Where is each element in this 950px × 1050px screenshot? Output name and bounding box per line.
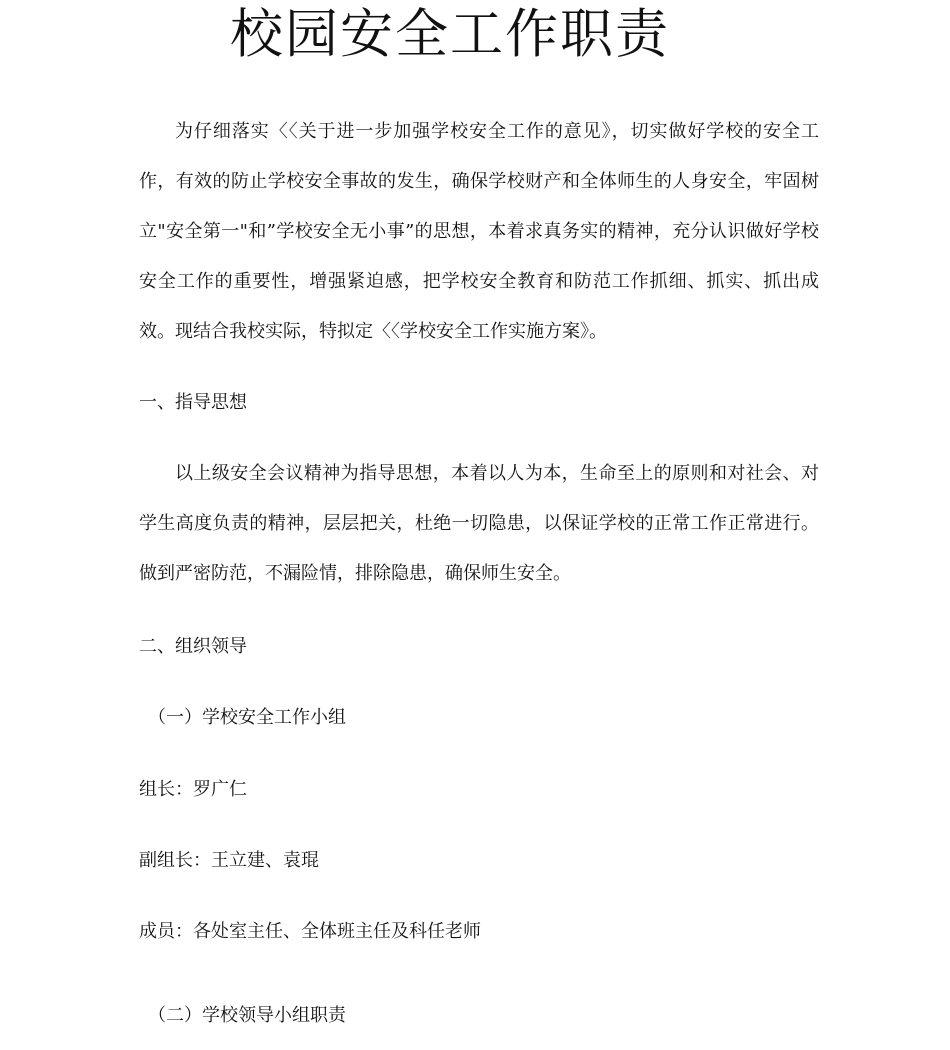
section-heading-organization: 二、组织领导 [139, 636, 247, 657]
intro-paragraph: 为仔细落实〈〈关于进一步加强学校安全工作的意见》，切实做好学校的安全工作，有效的防止学校安全事故的发生，确保学校财产和全体师生的人身安全，牢固树立"安全第一"和”学校安全无小事”的思想，本着求真务实的精神，充分认识做好学校安全工作的重要性，增强紧迫感，把学校安全教育和防范工作抓细、抓实、抓出成效。现结合我校实际，特拟定〈〈学校安全工作实施方案》。 [139, 121, 819, 342]
document-title: 校园安全工作职责 [230, 4, 670, 65]
deputy-leaders-line: 副组长：王立建、袁琨 [139, 850, 319, 871]
guiding-ideology-paragraph: 以上级安全会议精神为指导思想，本着以人为本，生命至上的原则和对社会、对学生高度负责的精神，层层把关，杜绝一切隐患，以保证学校的正常工作正常进行。做到严密防范，不漏险情，排除隐患，确保师生安全。 [139, 463, 819, 584]
subsection-heading-leadership-duties: （二）学校领导小组职责 [148, 1005, 346, 1026]
subsection-heading-safety-group: （一）学校安全工作小组 [148, 707, 346, 728]
members-line: 成员：各处室主任、全体班主任及科任老师 [139, 921, 481, 942]
section-heading-guiding-ideology: 一、指导思想 [139, 392, 247, 413]
group-leader-line: 组长：罗广仁 [139, 779, 247, 800]
